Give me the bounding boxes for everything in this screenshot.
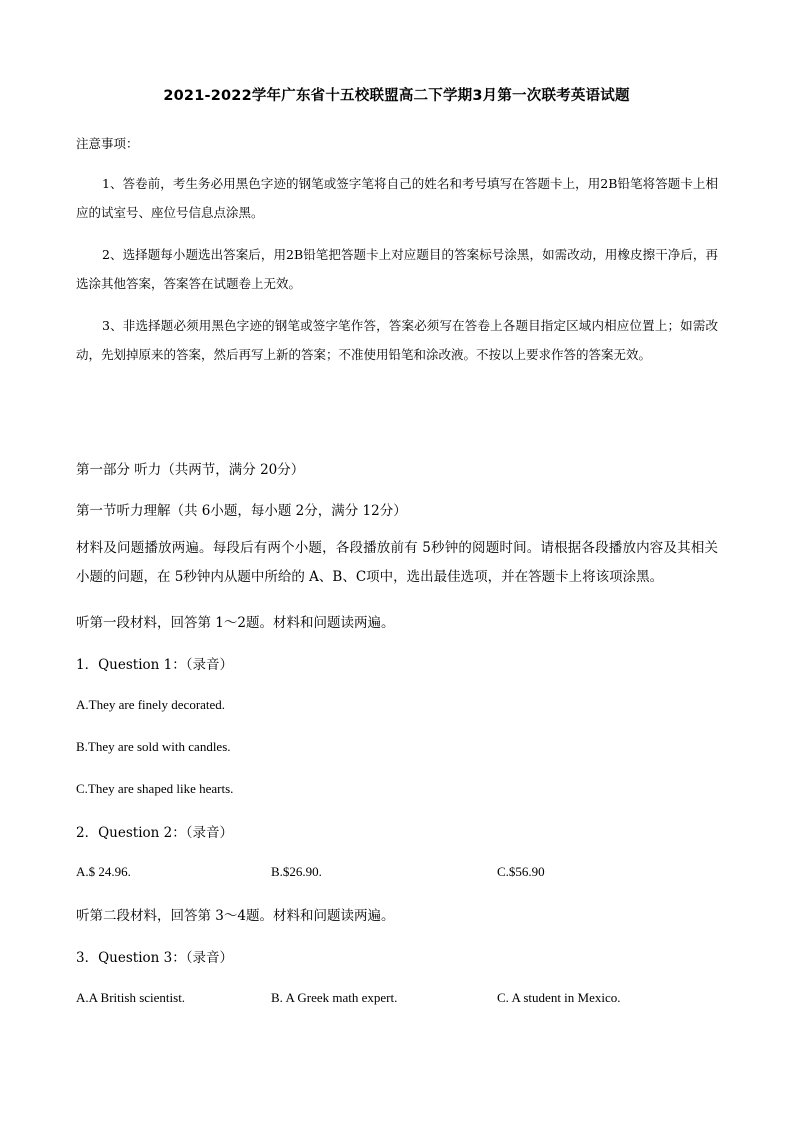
part1-heading: 第一部分 听力（共两节，满分 20分） [76,462,305,478]
question-3-option-b: B. A Greek math expert. [271,990,398,1005]
notice-item-3: 3、非选择题必须用黑色字迹的钢笔或签字笔作答，答案必须写在答卷上各题目指定区域内相应位置上；如需改动，先划掉原来的答案，然后再写上新的答案；不准使用铅笔和涂改液。不按以上要求作答的答案无效。 [76,318,718,362]
question-2-option-b: B.$26.90. [271,864,322,879]
page-title: 2021-2022学年广东省十五校联盟高二下学期3月第一次联考英语试题 [163,88,630,104]
question-3-option-a: A.A British scientist. [76,990,186,1005]
question-3-label: 3．Question 3：（录音） [76,950,233,966]
notice-item-1: 1、答卷前，考生务必用黑色字迹的钢笔或签字笔将自己的姓名和考号填写在答题卡上，用2B铅笔将答题卡上相应的试室号、座位号信息点涂黑。 [76,176,718,220]
question-3-option-c: C. A student in Mexico. [497,990,621,1005]
notice-heading: 注意事项： [76,136,139,151]
question-1-option-b: B.They are sold with candles. [76,739,231,754]
question-2-label: 2．Question 2：（录音） [76,825,233,841]
question-2-option-a: A.$ 24.96. [76,864,131,879]
material1-instruction: 听第一段材料，回答第 1～2题。材料和问题读两遍。 [76,615,395,631]
listening-instructions: 材料及问题播放两遍。每段后有两个小题，各段播放前有 5秒钟的阅题时间。请根据各段播放内容及其相关小题的问题，在 5秒钟内从题中所给的 A、B、C项中，选出最佳选项，并在答题卡上将该项涂黑。 [76,540,718,585]
section1-heading: 第一节听力理解（共 6小题，每小题 2分，满分 12分） [76,503,407,519]
question-2-option-c: C.$56.90 [497,864,545,879]
question-1-label: 1．Question 1：（录音） [76,657,233,673]
question-1-option-c: C.They are shaped like hearts. [76,781,234,796]
notice-item-2: 2、选择题每小题选出答案后，用2B铅笔把答题卡上对应题目的答案标号涂黑，如需改动，用橡皮擦干净后，再选涂其他答案，答案答在试题卷上无效。 [76,247,718,291]
material2-instruction: 听第二段材料，回答第 3～4题。材料和问题读两遍。 [76,908,395,924]
question-1-option-a: A.They are finely decorated. [76,697,226,712]
